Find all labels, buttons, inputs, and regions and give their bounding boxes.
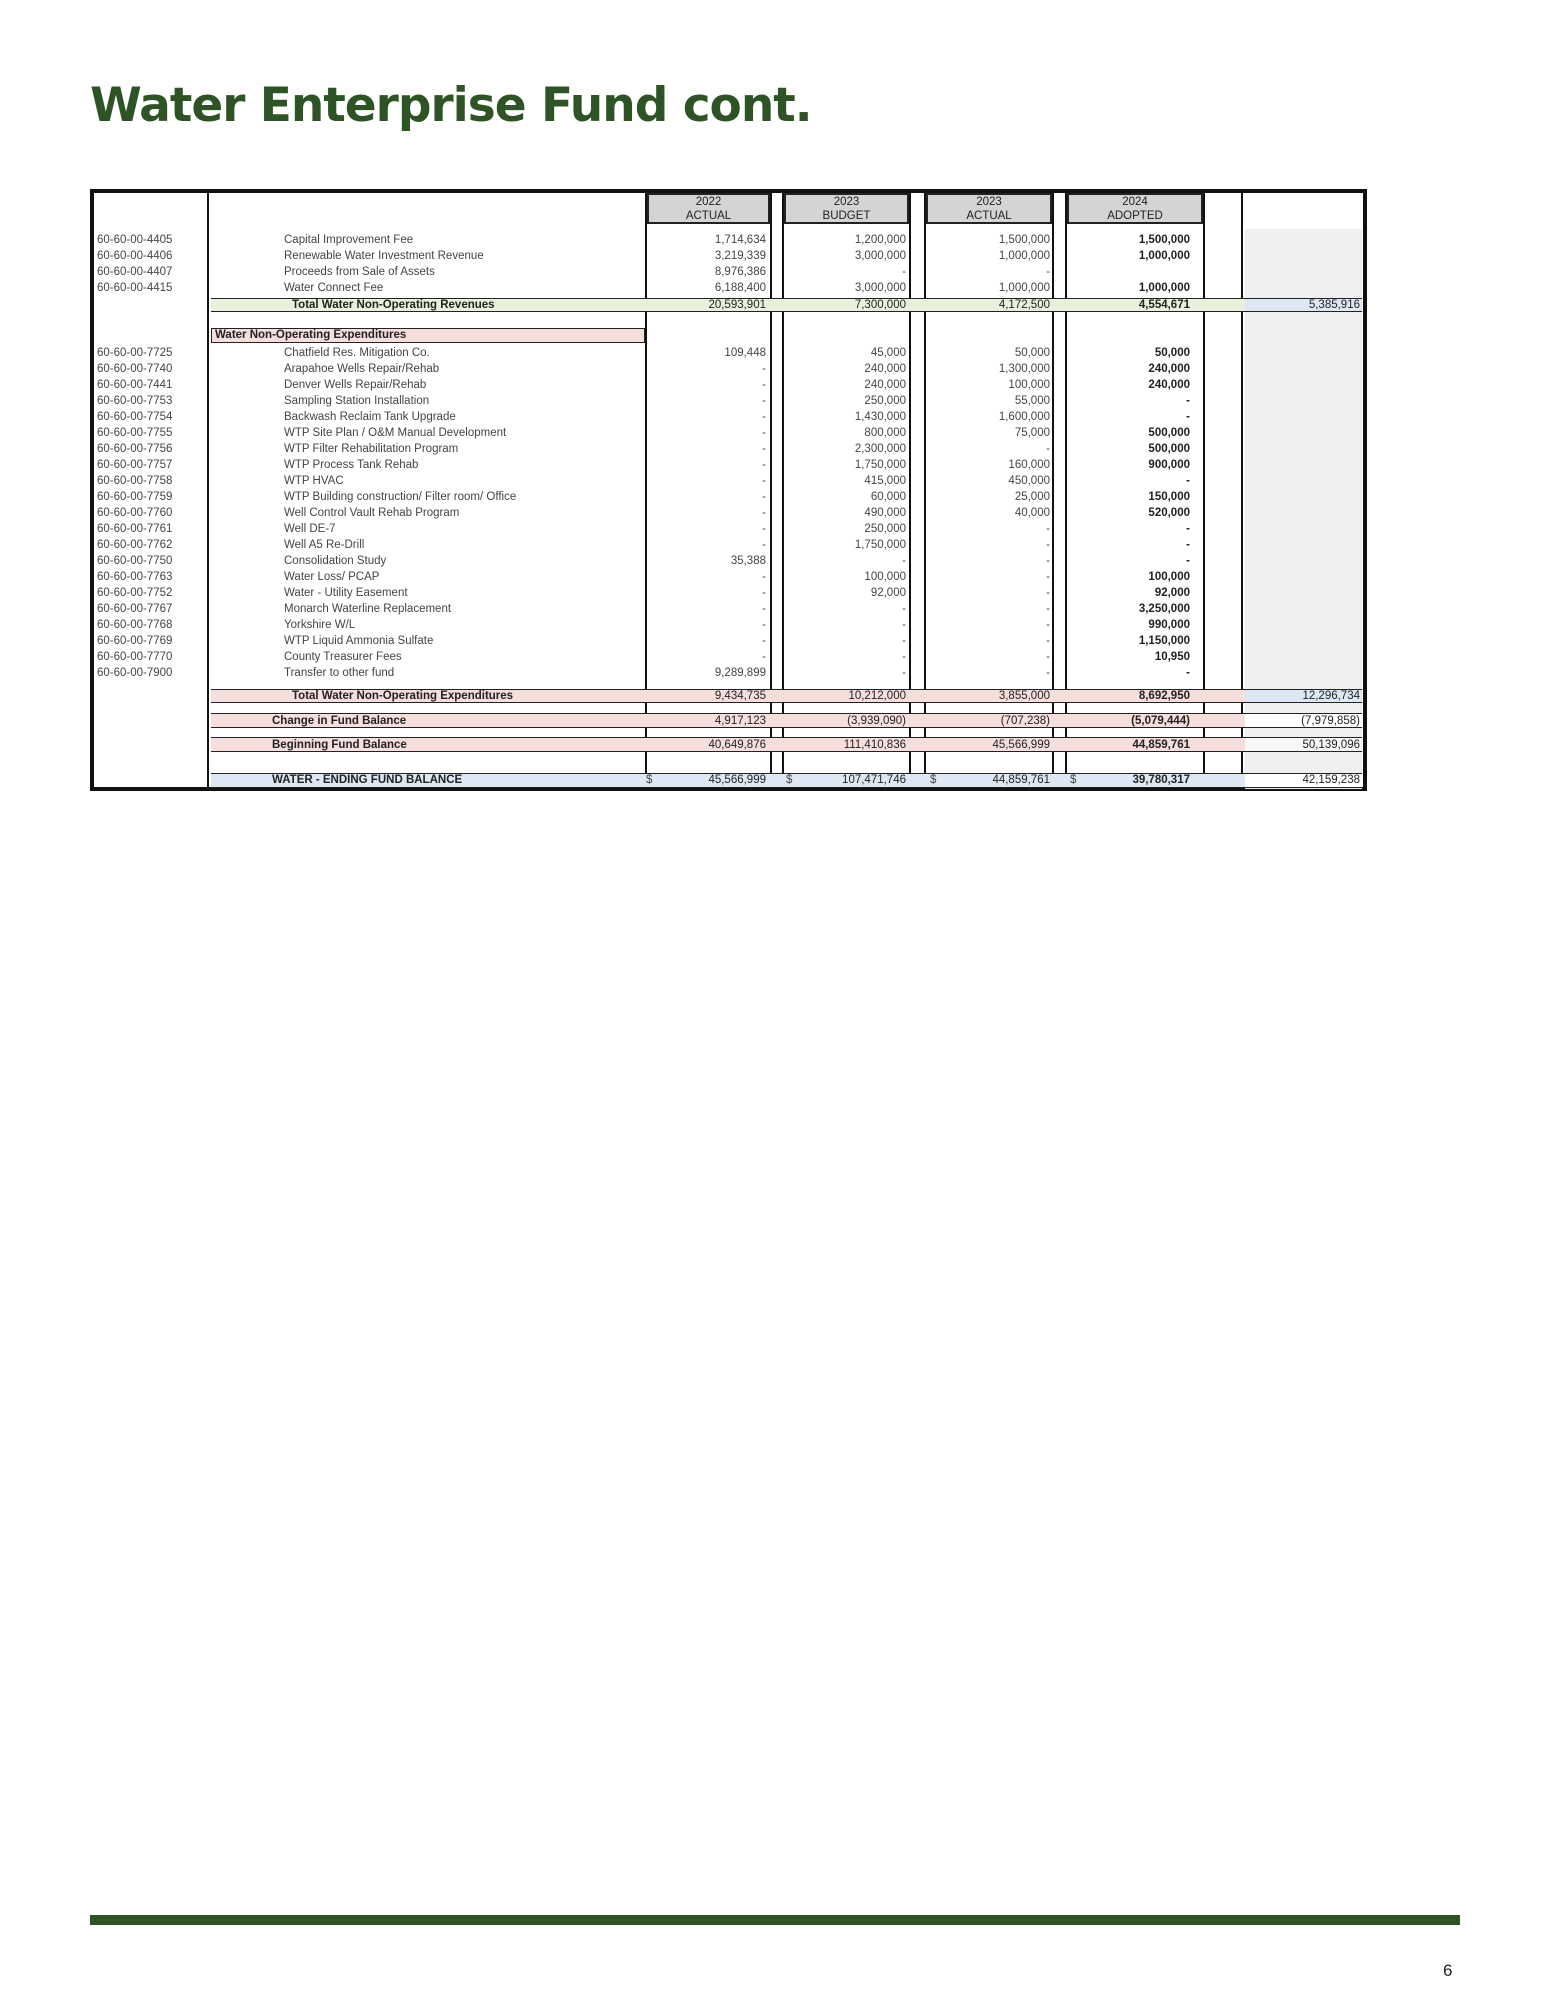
account-code: 60-60-00-7770	[97, 651, 173, 663]
value-2022-actual: 4,917,123	[714, 715, 766, 727]
account-code: 60-60-00-7762	[97, 539, 173, 551]
line-item: WTP Filter Rehabilitation Program	[284, 443, 459, 455]
value-2024-adopted: 1,150,000	[1138, 635, 1190, 647]
value-2022-actual: 3,219,339	[714, 250, 766, 262]
account-code: 60-60-00-7725	[97, 347, 173, 359]
table-row	[94, 248, 1363, 264]
line-item: Water - Utility Easement	[284, 587, 408, 599]
value-2022-actual: -	[762, 651, 766, 663]
value-2022-actual: 109,448	[724, 347, 766, 359]
line-item: Denver Wells Repair/Rehab	[284, 379, 427, 391]
ending-fund-balance-row	[94, 772, 1363, 788]
value-2024-adopted: 100,000	[1148, 571, 1190, 583]
value-2023-actual: -	[1046, 523, 1050, 535]
value-2024-adopted: 500,000	[1148, 427, 1190, 439]
line-item: Yorkshire W/L	[284, 619, 356, 631]
value-2023-budget: -	[902, 555, 906, 567]
value-2023-budget: 415,000	[864, 475, 906, 487]
value-2023-budget: -	[902, 635, 906, 647]
value-2024-adopted: 3,250,000	[1138, 603, 1190, 615]
table-row	[94, 665, 1363, 681]
value-2023-actual: 1,000,000	[998, 250, 1050, 262]
value-2023-actual: -	[1046, 587, 1050, 599]
value-2024-adopted: 990,000	[1148, 619, 1190, 631]
value-2024-adopted: -	[1186, 667, 1190, 679]
value-2023-actual: -	[1046, 571, 1050, 583]
account-code: 60-60-00-4407	[97, 266, 173, 278]
value-2024-adopted: (5,079,444)	[1131, 715, 1190, 727]
value-2022-actual: -	[762, 411, 766, 423]
value-projection: 5,385,916	[1308, 299, 1360, 311]
change-in-fund-balance-row	[94, 713, 1363, 729]
value-2022-actual: 9,289,899	[714, 667, 766, 679]
value-2022-actual: 20,593,901	[708, 299, 766, 311]
value-2023-budget: (3,939,090)	[847, 715, 906, 727]
line-item: Arapahoe Wells Repair/Rehab	[284, 363, 440, 375]
value-2023-actual: 1,000,000	[998, 282, 1050, 294]
value-2024-adopted: 4,554,671	[1138, 299, 1190, 311]
value-projection: 50,139,096	[1302, 739, 1360, 751]
value-2022-actual: -	[762, 571, 766, 583]
row-label: Change in Fund Balance	[272, 715, 407, 727]
value-2023-actual: 450,000	[1008, 475, 1050, 487]
value-2022-actual: 35,388	[730, 555, 766, 567]
value-2023-budget: 240,000	[864, 379, 906, 391]
account-code: 60-60-00-7760	[97, 507, 173, 519]
account-code: 60-60-00-7900	[97, 667, 173, 679]
table-row	[94, 264, 1363, 280]
value-2022-actual: -	[762, 379, 766, 391]
value-2022-actual: -	[762, 619, 766, 631]
table-row	[94, 489, 1363, 505]
account-code: 60-60-00-7756	[97, 443, 173, 455]
value-projection: (7,979,858)	[1301, 715, 1360, 727]
value-2022-actual: -	[762, 539, 766, 551]
column-header-2022-actual: 2022 ACTUAL	[647, 193, 770, 224]
value-2023-budget: 1,750,000	[854, 459, 906, 471]
table-row	[94, 569, 1363, 585]
value-2023-budget: -	[902, 619, 906, 631]
value-projection: 12,296,734	[1302, 690, 1360, 702]
value-2023-budget: 10,212,000	[848, 690, 906, 702]
value-2023-budget: 107,471,746	[842, 774, 906, 786]
value-2023-actual: 1,600,000	[998, 411, 1050, 423]
value-2023-actual: -	[1046, 443, 1050, 455]
page-number: 6	[1443, 1961, 1453, 1980]
account-code: 60-60-00-7757	[97, 459, 173, 471]
value-2024-adopted: 1,000,000	[1138, 282, 1190, 294]
value-2023-budget: 2,300,000	[854, 443, 906, 455]
line-item: Chatfield Res. Mitigation Co.	[284, 347, 430, 359]
value-2023-actual: 45,566,999	[992, 739, 1050, 751]
value-2022-actual: -	[762, 587, 766, 599]
value-2024-adopted: -	[1186, 395, 1190, 407]
line-item: Renewable Water Investment Revenue	[284, 250, 484, 262]
value-2022-actual: -	[762, 523, 766, 535]
column-header-2023-budget: 2023 BUDGET	[784, 193, 909, 224]
value-2023-actual: 100,000	[1008, 379, 1050, 391]
value-2022-actual: -	[762, 475, 766, 487]
value-2023-actual: 160,000	[1008, 459, 1050, 471]
account-code: 60-60-00-7441	[97, 379, 173, 391]
value-2023-budget: 1,750,000	[854, 539, 906, 551]
budget-table	[90, 189, 1367, 791]
value-2023-actual: -	[1046, 603, 1050, 615]
total-revenues-row	[94, 297, 1363, 313]
value-2022-actual: 45,566,999	[708, 774, 766, 786]
currency-symbol: $	[646, 774, 653, 786]
account-code: 60-60-00-7750	[97, 555, 173, 567]
value-2023-budget: 3,000,000	[854, 282, 906, 294]
page-title: Water Enterprise Fund cont.	[90, 78, 812, 133]
value-2023-budget: -	[902, 651, 906, 663]
currency-symbol: $	[1070, 774, 1077, 786]
value-2023-actual: 40,000	[1014, 507, 1050, 519]
value-2024-adopted: -	[1186, 411, 1190, 423]
value-2024-adopted: 39,780,317	[1132, 774, 1190, 786]
total-label: Total Water Non-Operating Revenues	[292, 299, 495, 311]
line-item: Well Control Vault Rehab Program	[284, 507, 460, 519]
value-2023-actual: -	[1046, 619, 1050, 631]
value-2024-adopted: 1,500,000	[1138, 234, 1190, 246]
value-2022-actual: -	[762, 443, 766, 455]
value-2023-actual: 4,172,500	[998, 299, 1050, 311]
value-2022-actual: -	[762, 507, 766, 519]
account-code: 60-60-00-4405	[97, 234, 173, 246]
value-2022-actual: 6,188,400	[714, 282, 766, 294]
value-2024-adopted: -	[1186, 539, 1190, 551]
value-2023-budget: -	[902, 667, 906, 679]
table-row	[94, 425, 1363, 441]
value-2023-actual: 44,859,761	[992, 774, 1050, 786]
table-row	[94, 649, 1363, 665]
value-2024-adopted: -	[1186, 555, 1190, 567]
table-row	[94, 280, 1363, 296]
value-2023-actual: 50,000	[1014, 347, 1050, 359]
value-2023-actual: -	[1046, 555, 1050, 567]
account-code: 60-60-00-4415	[97, 282, 173, 294]
value-2024-adopted: 240,000	[1148, 379, 1190, 391]
value-2023-budget: 250,000	[864, 395, 906, 407]
table-row	[94, 441, 1363, 457]
account-code: 60-60-00-7759	[97, 491, 173, 503]
row-label: WATER - ENDING FUND BALANCE	[272, 774, 463, 786]
line-item: Well A5 Re-Drill	[284, 539, 365, 551]
value-2022-actual: 9,434,735	[714, 690, 766, 702]
value-2023-actual: (707,238)	[1000, 715, 1050, 727]
value-2023-actual: -	[1046, 539, 1050, 551]
value-2024-adopted: 500,000	[1148, 443, 1190, 455]
beginning-fund-balance-row	[94, 737, 1363, 753]
account-code: 60-60-00-7754	[97, 411, 173, 423]
value-2024-adopted: -	[1186, 523, 1190, 535]
value-2023-budget: 1,430,000	[854, 411, 906, 423]
account-code: 60-60-00-7753	[97, 395, 173, 407]
line-item: Water Loss/ PCAP	[284, 571, 380, 583]
column-header-2024-adopted: 2024 ADOPTED	[1067, 193, 1203, 224]
value-2022-actual: 1,714,634	[714, 234, 766, 246]
value-2023-actual: -	[1046, 266, 1050, 278]
table-row	[94, 377, 1363, 393]
table-row	[94, 617, 1363, 633]
value-2024-adopted: 520,000	[1148, 507, 1190, 519]
line-item: Water Connect Fee	[284, 282, 384, 294]
value-2022-actual: -	[762, 491, 766, 503]
value-2023-budget: 3,000,000	[854, 250, 906, 262]
value-2024-adopted: 44,859,761	[1132, 739, 1190, 751]
table-row	[94, 345, 1363, 361]
value-2023-actual: -	[1046, 651, 1050, 663]
currency-symbol: $	[930, 774, 937, 786]
table-row	[94, 633, 1363, 649]
table-row	[94, 473, 1363, 489]
line-item: Monarch Waterline Replacement	[284, 603, 452, 615]
value-2024-adopted: 50,000	[1154, 347, 1190, 359]
account-code: 60-60-00-7768	[97, 619, 173, 631]
value-2023-budget: 240,000	[864, 363, 906, 375]
value-2022-actual: -	[762, 459, 766, 471]
value-2024-adopted: 1,000,000	[1138, 250, 1190, 262]
value-2024-adopted: 10,950	[1154, 651, 1190, 663]
value-2024-adopted: 150,000	[1148, 491, 1190, 503]
line-item: Transfer to other fund	[284, 667, 395, 679]
value-2022-actual: -	[762, 635, 766, 647]
value-2023-budget: 490,000	[864, 507, 906, 519]
table-row	[94, 457, 1363, 473]
line-item: County Treasurer Fees	[284, 651, 402, 663]
table-row	[94, 521, 1363, 537]
table-row	[94, 361, 1363, 377]
value-2023-actual: 25,000	[1014, 491, 1050, 503]
account-code: 60-60-00-7769	[97, 635, 173, 647]
line-item: WTP Building construction/ Filter room/ Office	[284, 491, 517, 503]
line-item: WTP Liquid Ammonia Sulfate	[284, 635, 434, 647]
table-row	[94, 553, 1363, 569]
value-2023-budget: 45,000	[870, 347, 906, 359]
account-code: 60-60-00-4406	[97, 250, 173, 262]
line-item: WTP Process Tank Rehab	[284, 459, 419, 471]
value-2023-actual: 1,500,000	[998, 234, 1050, 246]
table-row	[94, 585, 1363, 601]
value-2023-actual: 75,000	[1014, 427, 1050, 439]
line-item: WTP HVAC	[284, 475, 344, 487]
value-2022-actual: 40,649,876	[708, 739, 766, 751]
value-2023-budget: -	[902, 603, 906, 615]
table-row	[94, 601, 1363, 617]
table-row	[94, 232, 1363, 248]
line-item: Capital Improvement Fee	[284, 234, 414, 246]
account-code: 60-60-00-7752	[97, 587, 173, 599]
expenditures-section-header: Water Non-Operating Expenditures	[211, 328, 645, 343]
line-item: Backwash Reclaim Tank Upgrade	[284, 411, 456, 423]
table-row	[94, 505, 1363, 521]
line-item: WTP Site Plan / O&M Manual Development	[284, 427, 507, 439]
value-2024-adopted: 240,000	[1148, 363, 1190, 375]
account-code: 60-60-00-7755	[97, 427, 173, 439]
value-2022-actual: -	[762, 427, 766, 439]
value-2024-adopted: 8,692,950	[1138, 690, 1190, 702]
row-label: Beginning Fund Balance	[272, 739, 407, 751]
column-header-2023-actual: 2023 ACTUAL	[926, 193, 1052, 224]
value-2023-budget: 800,000	[864, 427, 906, 439]
value-2023-actual: -	[1046, 635, 1050, 647]
line-item: Consolidation Study	[284, 555, 387, 567]
value-2022-actual: -	[762, 603, 766, 615]
table-row	[94, 537, 1363, 553]
value-2022-actual: 8,976,386	[714, 266, 766, 278]
value-projection: 42,159,238	[1302, 774, 1360, 786]
value-2023-budget: -	[902, 266, 906, 278]
footer-bar	[90, 1915, 1460, 1925]
account-code: 60-60-00-7758	[97, 475, 173, 487]
total-expenditures-row	[94, 688, 1363, 704]
line-item: Well DE-7	[284, 523, 336, 535]
line-item: Proceeds from Sale of Assets	[284, 266, 435, 278]
total-label: Total Water Non-Operating Expenditures	[292, 690, 514, 702]
account-code: 60-60-00-7761	[97, 523, 173, 535]
value-2024-adopted: 900,000	[1148, 459, 1190, 471]
value-2023-actual: 1,300,000	[998, 363, 1050, 375]
value-2024-adopted: -	[1186, 475, 1190, 487]
value-2023-budget: 250,000	[864, 523, 906, 535]
value-2023-budget: 60,000	[870, 491, 906, 503]
value-2023-actual: 3,855,000	[998, 690, 1050, 702]
currency-symbol: $	[786, 774, 793, 786]
value-2022-actual: -	[762, 395, 766, 407]
value-2022-actual: -	[762, 363, 766, 375]
table-row	[94, 393, 1363, 409]
value-2023-actual: 55,000	[1014, 395, 1050, 407]
value-2024-adopted: 92,000	[1154, 587, 1190, 599]
value-2023-budget: 92,000	[870, 587, 906, 599]
account-code: 60-60-00-7763	[97, 571, 173, 583]
table-row	[94, 409, 1363, 425]
value-2023-budget: 100,000	[864, 571, 906, 583]
value-2023-budget: 111,410,836	[843, 739, 906, 751]
value-2023-budget: 1,200,000	[854, 234, 906, 246]
account-code: 60-60-00-7767	[97, 603, 173, 615]
account-code: 60-60-00-7740	[97, 363, 173, 375]
line-item: Sampling Station Installation	[284, 395, 430, 407]
value-2023-budget: 7,300,000	[854, 299, 906, 311]
value-2023-actual: -	[1046, 667, 1050, 679]
